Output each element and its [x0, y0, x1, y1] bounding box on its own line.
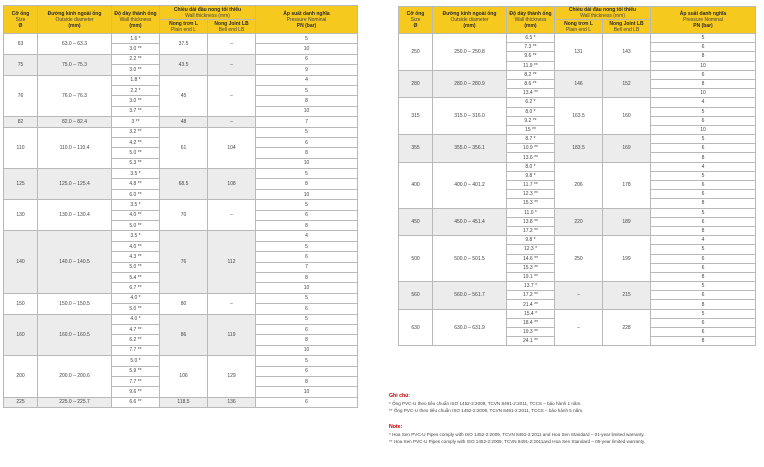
wall-thickness-cell: 2.2 * — [112, 85, 160, 95]
wall-thickness-cell: 6.0 ** — [112, 189, 160, 199]
plain-end-cell: 118.5 — [160, 397, 208, 407]
plain-end-cell: 43.5 — [160, 54, 208, 75]
wall-thickness-cell: 3.0 ** — [112, 96, 160, 106]
size-cell: 630 — [399, 309, 433, 346]
table-row — [4, 34, 358, 44]
pressure-cell: 8 — [651, 52, 756, 61]
plain-end-cell: 163.5 — [555, 98, 603, 135]
bell-end-cell: 169 — [603, 135, 651, 163]
size-cell: 130 — [4, 200, 38, 231]
wall-thickness-cell: 3.5 * — [112, 231, 160, 241]
pressure-cell: 5 — [651, 245, 756, 254]
outside-diameter-cell: 150.0 – 150.5 — [38, 293, 112, 314]
pressure-cell: 5 — [256, 314, 358, 324]
table-row — [4, 127, 358, 137]
wall-thickness-cell: 1.6 * — [112, 34, 160, 44]
pressure-cell: 10 — [256, 189, 358, 199]
size-cell: 315 — [399, 98, 433, 135]
pressure-cell: 8 — [651, 153, 756, 162]
wall-thickness-cell: 5.3 ** — [112, 158, 160, 168]
size-cell: 200 — [4, 356, 38, 398]
table-row — [4, 314, 358, 324]
pressure-cell: 4 — [256, 75, 358, 85]
pressure-cell: 8 — [256, 221, 358, 231]
pressure-cell: 5 — [256, 34, 358, 44]
size-cell: 500 — [399, 236, 433, 282]
table-row — [4, 169, 358, 179]
pressure-cell: 6 — [256, 304, 358, 314]
pressure-cell: 6 — [651, 318, 756, 327]
wall-thickness-cell: 3.7 ** — [112, 106, 160, 116]
bell-end-cell: 129 — [208, 356, 256, 398]
wall-thickness-cell: 17.2 ** — [507, 291, 555, 300]
pressure-cell: 10 — [256, 158, 358, 168]
size-cell: 280 — [399, 70, 433, 98]
header-plain-end: Nong trơn L Plain end L — [555, 20, 603, 34]
plain-end-cell: 45 — [160, 75, 208, 117]
wall-thickness-cell: 9.8 * — [507, 236, 555, 245]
notes-vi-title: Ghi chú: — [389, 393, 411, 399]
pressure-cell: 6 — [651, 190, 756, 199]
pressure-cell: 4 — [651, 236, 756, 245]
pressure-cell: 4 — [256, 231, 358, 241]
wall-thickness-cell: 18.4 ** — [507, 318, 555, 327]
pressure-cell: 8 — [651, 226, 756, 235]
plain-end-cell: 48 — [160, 117, 208, 127]
outside-diameter-cell: 130.0 – 130.4 — [38, 200, 112, 231]
wall-thickness-cell: 13.7 * — [507, 282, 555, 291]
size-cell: 76 — [4, 75, 38, 117]
wall-thickness-cell: 9.2 ** — [507, 116, 555, 125]
size-cell: 400 — [399, 162, 433, 208]
plain-end-cell: 68.5 — [160, 169, 208, 200]
wall-thickness-cell: 5.0 ** — [112, 148, 160, 158]
wall-thickness-cell: 4.7 ** — [112, 324, 160, 334]
pressure-cell: 6 — [256, 54, 358, 64]
bell-end-cell: 119 — [208, 314, 256, 356]
plain-end-cell: 250 — [555, 236, 603, 282]
pressure-cell: 6 — [256, 324, 358, 334]
table-row — [399, 70, 756, 79]
plain-end-cell: 61 — [160, 127, 208, 169]
table-row — [4, 356, 358, 366]
bell-end-cell: – — [208, 200, 256, 231]
wall-thickness-cell: 2.2 ** — [112, 54, 160, 64]
header-outside-diameter: Đường kính ngoài ống Outside diameter (mm) — [38, 6, 112, 34]
right-spec-table — [398, 6, 756, 346]
pressure-cell: 7 — [256, 117, 358, 127]
left-spec-table — [3, 5, 358, 408]
wall-thickness-cell: 3.5 * — [112, 169, 160, 179]
pressure-cell: 10 — [256, 44, 358, 54]
table-row — [399, 208, 756, 217]
pressure-cell: 10 — [256, 283, 358, 293]
outside-diameter-cell: 82.0 – 82.4 — [38, 117, 112, 127]
bell-end-cell: – — [208, 117, 256, 127]
pressure-cell: 5 — [256, 241, 358, 251]
wall-thickness-cell: 7.7 ** — [112, 376, 160, 386]
table-row — [399, 236, 756, 245]
pressure-cell: 9 — [256, 65, 358, 75]
pressure-cell: 6 — [651, 254, 756, 263]
plain-end-cell: – — [555, 282, 603, 310]
wall-thickness-cell: 11.7 ** — [507, 181, 555, 190]
notes-english — [389, 424, 645, 445]
wall-thickness-cell: 5.9 ** — [112, 366, 160, 376]
wall-thickness-cell: 24.1 ** — [507, 337, 555, 346]
table-row — [399, 34, 756, 43]
size-cell: 150 — [4, 293, 38, 314]
note-line: * Hoa Sen PVC-U Pipes comply with ISO 1452-2:2009, TCVN 8491-2:2011 and Hoa Sen Standard – 01-year limited warranty. — [389, 432, 645, 437]
pressure-cell: 5 — [651, 135, 756, 144]
wall-thickness-cell: 11.9 ** — [507, 61, 555, 70]
table-row — [399, 135, 756, 144]
header-size: Cỡ ống Size Ø — [399, 7, 433, 34]
header-pressure-nominal: Áp suất danh nghĩa Pressure Nominal PN (bar) — [256, 6, 358, 34]
bell-end-cell: 199 — [603, 236, 651, 282]
wall-thickness-cell: 3 ** — [112, 117, 160, 127]
pressure-cell: 4 — [651, 162, 756, 171]
outside-diameter-cell: 140.0 – 140.5 — [38, 231, 112, 293]
bell-end-cell: 178 — [603, 162, 651, 208]
pressure-cell: 5 — [651, 107, 756, 116]
size-cell: 75 — [4, 54, 38, 75]
plain-end-cell: 86 — [160, 314, 208, 356]
pressure-cell: 6 — [651, 263, 756, 272]
outside-diameter-cell: 400.0 – 401.2 — [433, 162, 507, 208]
pressure-cell: 6 — [651, 116, 756, 125]
table-row — [4, 200, 358, 210]
wall-thickness-cell: 5.0 ** — [112, 304, 160, 314]
left-table-body — [4, 34, 358, 408]
plain-end-cell: 206 — [555, 162, 603, 208]
pressure-cell: 6 — [256, 137, 358, 147]
bell-end-cell: 108 — [208, 169, 256, 200]
pressure-cell: 8 — [651, 300, 756, 309]
wall-thickness-cell: 4.8 ** — [112, 179, 160, 189]
table-row — [4, 293, 358, 303]
wall-thickness-cell: 7.3 ** — [507, 43, 555, 52]
bell-end-cell: – — [208, 75, 256, 117]
notes-en-title: Note: — [389, 424, 403, 430]
pressure-cell: 8 — [256, 179, 358, 189]
wall-thickness-cell: 8.6 ** — [507, 79, 555, 88]
pressure-cell: 6 — [651, 217, 756, 226]
pressure-cell: 8 — [651, 337, 756, 346]
header-bell-end: Nong Joint LB Bell end LB — [603, 20, 651, 34]
bell-end-cell: – — [208, 34, 256, 55]
note-line: ** Ống PVC-U theo tiêu chuẩn ISO 1452-2:2009, TCVN 8491-2:2011, TCCS – bảo hành 5 năm. — [389, 408, 584, 413]
wall-thickness-cell: 5.0 * — [112, 356, 160, 366]
pressure-cell: 5 — [256, 200, 358, 210]
header-wall-thickness: Độ dày thành ống Wall thickness (mm) — [507, 7, 555, 34]
wall-thickness-cell: 15.3 ** — [507, 263, 555, 272]
plain-end-cell: 146 — [555, 70, 603, 98]
bell-end-cell: 215 — [603, 282, 651, 310]
size-cell: 110 — [4, 127, 38, 169]
header-socket-length: Chiều dài đầu nong tối thiểu Wall thickness (mm) — [160, 6, 256, 20]
size-cell: 225 — [4, 397, 38, 407]
note-line: * Ống PVC-U theo tiêu chuẩn ISO 1452-2:2009, TCVN 8491-2:2011, TCCS – bảo hành 1 năm. — [389, 401, 582, 406]
size-cell: 250 — [399, 34, 433, 71]
table-row — [4, 117, 358, 127]
note-line: ** Hoa Sen PVC-U Pipes comply with ISO 1452-2:2009, TCVN 8491-2:2011and Hoa Sen Standard – 05-year limited warranty. — [389, 439, 646, 444]
pressure-cell: 6 — [651, 70, 756, 79]
table-row — [399, 98, 756, 107]
pressure-cell: 5 — [651, 282, 756, 291]
bell-end-cell: 104 — [208, 127, 256, 169]
size-cell: 125 — [4, 169, 38, 200]
pressure-cell: 5 — [256, 127, 358, 137]
pressure-cell: 5 — [651, 309, 756, 318]
pressure-cell: 5 — [256, 356, 358, 366]
wall-thickness-cell: 10.9 ** — [507, 144, 555, 153]
bell-end-cell: – — [208, 54, 256, 75]
pressure-cell: 5 — [651, 208, 756, 217]
wall-thickness-cell: 4.3 ** — [112, 252, 160, 262]
wall-thickness-cell: 12.3 * — [507, 245, 555, 254]
wall-thickness-cell: 13.6 ** — [507, 153, 555, 162]
table-row — [4, 231, 358, 241]
wall-thickness-cell: 6.7 ** — [112, 283, 160, 293]
plain-end-cell: 70 — [160, 200, 208, 231]
wall-thickness-cell: 19.1 ** — [507, 272, 555, 281]
pressure-cell: 6 — [256, 366, 358, 376]
outside-diameter-cell: 125.0 – 125.4 — [38, 169, 112, 200]
pressure-cell: 5 — [651, 171, 756, 180]
wall-thickness-cell: 13.8 ** — [507, 217, 555, 226]
header-wall-thickness: Độ dày thành ống Wall thickness (mm) — [112, 6, 160, 34]
wall-thickness-cell: 3.0 ** — [112, 65, 160, 75]
wall-thickness-cell: 4.0 * — [112, 293, 160, 303]
table-row — [399, 309, 756, 318]
pressure-cell: 5 — [651, 34, 756, 43]
wall-thickness-cell: 17.2 ** — [507, 226, 555, 235]
pressure-cell: 10 — [256, 345, 358, 355]
wall-thickness-cell: 4.0 ** — [112, 210, 160, 220]
pressure-cell: 8 — [651, 79, 756, 88]
pressure-cell: 4 — [651, 98, 756, 107]
wall-thickness-cell: 9.6 ** — [507, 52, 555, 61]
notes-vietnamese — [389, 393, 583, 414]
plain-end-cell: 220 — [555, 208, 603, 236]
pressure-cell: 10 — [651, 61, 756, 70]
table-row — [399, 162, 756, 171]
wall-thickness-cell: 1.8 * — [112, 75, 160, 85]
wall-thickness-cell: 6.6 ** — [112, 397, 160, 407]
outside-diameter-cell: 110.0 – 110.4 — [38, 127, 112, 169]
wall-thickness-cell: 15.4 * — [507, 309, 555, 318]
wall-thickness-cell: 5.4 ** — [112, 272, 160, 282]
plain-end-cell: 76 — [160, 231, 208, 293]
bell-end-cell: 160 — [603, 98, 651, 135]
wall-thickness-cell: 6.2 ** — [112, 335, 160, 345]
pressure-cell: 6 — [256, 397, 358, 407]
pressure-cell: 6 — [651, 43, 756, 52]
pressure-cell: 8 — [651, 272, 756, 281]
right-table-body — [399, 34, 756, 346]
pressure-cell: 8 — [651, 199, 756, 208]
wall-thickness-cell: 8.0 * — [507, 107, 555, 116]
wall-thickness-cell: 4.2 ** — [112, 137, 160, 147]
size-cell: 560 — [399, 282, 433, 310]
wall-thickness-cell: 11.0 * — [507, 208, 555, 217]
size-cell: 450 — [399, 208, 433, 236]
wall-thickness-cell: 3.0 ** — [112, 44, 160, 54]
outside-diameter-cell: 315.0 – 316.0 — [433, 98, 507, 135]
pressure-cell: 8 — [256, 335, 358, 345]
wall-thickness-cell: 9.6 ** — [112, 387, 160, 397]
size-cell: 355 — [399, 135, 433, 163]
pressure-cell: 6 — [651, 291, 756, 300]
outside-diameter-cell: 500.0 – 501.5 — [433, 236, 507, 282]
bell-end-cell: 152 — [603, 70, 651, 98]
header-bell-end: Nong Joint LB Bell end LB — [208, 20, 256, 34]
table-row — [4, 397, 358, 407]
outside-diameter-cell: 355.0 – 356.1 — [433, 135, 507, 163]
bell-end-cell: 143 — [603, 34, 651, 71]
pressure-cell: 8 — [256, 272, 358, 282]
table-row — [4, 54, 358, 64]
outside-diameter-cell: 450.0 – 451.4 — [433, 208, 507, 236]
plain-end-cell: 106 — [160, 356, 208, 398]
wall-thickness-cell: 15 ** — [507, 125, 555, 134]
outside-diameter-cell: 63.0 – 63.3 — [38, 34, 112, 55]
wall-thickness-cell: 6.2 * — [507, 98, 555, 107]
plain-end-cell: 80 — [160, 293, 208, 314]
outside-diameter-cell: 560.0 – 561.7 — [433, 282, 507, 310]
bell-end-cell: 136 — [208, 397, 256, 407]
outside-diameter-cell: 160.0 – 160.5 — [38, 314, 112, 356]
pressure-cell: 10 — [256, 387, 358, 397]
pressure-cell: 6 — [651, 328, 756, 337]
wall-thickness-cell: 3.2 ** — [112, 127, 160, 137]
plain-end-cell: 183.5 — [555, 135, 603, 163]
pressure-cell: 10 — [256, 106, 358, 116]
pressure-cell: 6 — [256, 252, 358, 262]
wall-thickness-cell: 21.4 ** — [507, 300, 555, 309]
wall-thickness-cell: 6.5 * — [507, 34, 555, 43]
outside-diameter-cell: 76.0 – 76.3 — [38, 75, 112, 117]
wall-thickness-cell: 8.7 * — [507, 135, 555, 144]
header-size: Cỡ ống Size Ø — [4, 6, 38, 34]
wall-thickness-cell: 3.5 * — [112, 200, 160, 210]
outside-diameter-cell: 280.0 – 280.9 — [433, 70, 507, 98]
size-cell: 160 — [4, 314, 38, 356]
wall-thickness-cell: 5.0 ** — [112, 262, 160, 272]
pressure-cell: 6 — [651, 181, 756, 190]
bell-end-cell: – — [208, 293, 256, 314]
bell-end-cell: 228 — [603, 309, 651, 346]
pressure-cell: 10 — [651, 125, 756, 134]
wall-thickness-cell: 15.3 ** — [507, 199, 555, 208]
wall-thickness-cell: 13.4 ** — [507, 89, 555, 98]
pressure-cell: 6 — [651, 144, 756, 153]
plain-end-cell: 37.5 — [160, 34, 208, 55]
pressure-cell: 8 — [256, 376, 358, 386]
table-row — [399, 282, 756, 291]
outside-diameter-cell: 75.0 – 75.3 — [38, 54, 112, 75]
pressure-cell: 8 — [256, 96, 358, 106]
wall-thickness-cell: 12.3 ** — [507, 190, 555, 199]
outside-diameter-cell: 200.0 – 200.6 — [38, 356, 112, 398]
header-socket-length: Chiều dài đầu nong tối thiểu Wall thickness (mm) — [555, 7, 651, 20]
wall-thickness-cell: 4.0 ** — [112, 241, 160, 251]
bell-end-cell: 112 — [208, 231, 256, 293]
bell-end-cell: 189 — [603, 208, 651, 236]
wall-thickness-cell: 14.6 ** — [507, 254, 555, 263]
table-row — [4, 75, 358, 85]
size-cell: 140 — [4, 231, 38, 293]
header-outside-diameter: Đường kính ngoài ống Outside diameter (mm) — [433, 7, 507, 34]
wall-thickness-cell: 8.0 * — [507, 162, 555, 171]
size-cell: 82 — [4, 117, 38, 127]
pressure-cell: 5 — [256, 169, 358, 179]
header-pressure-nominal: Áp suất danh nghĩa Pressure Nominal PN (bar) — [651, 7, 756, 34]
wall-thickness-cell: 19.3 ** — [507, 328, 555, 337]
wall-thickness-cell: 5.0 ** — [112, 221, 160, 231]
plain-end-cell: 131 — [555, 34, 603, 71]
outside-diameter-cell: 225.0 – 225.7 — [38, 397, 112, 407]
wall-thickness-cell: 8.2 ** — [507, 70, 555, 79]
outside-diameter-cell: 250.0 – 250.8 — [433, 34, 507, 71]
pressure-cell: 8 — [256, 148, 358, 158]
wall-thickness-cell: 4.0 * — [112, 314, 160, 324]
plain-end-cell: – — [555, 309, 603, 346]
pressure-cell: 6 — [256, 210, 358, 220]
outside-diameter-cell: 630.0 – 631.9 — [433, 309, 507, 346]
size-cell: 63 — [4, 34, 38, 55]
wall-thickness-cell: 9.8 * — [507, 171, 555, 180]
pressure-cell: 10 — [651, 89, 756, 98]
header-plain-end: Nong trơn L Plain end L — [160, 20, 208, 34]
pressure-cell: 5 — [256, 293, 358, 303]
pressure-cell: 7 — [256, 262, 358, 272]
pressure-cell: 5 — [256, 85, 358, 95]
wall-thickness-cell: 7.7 ** — [112, 345, 160, 355]
